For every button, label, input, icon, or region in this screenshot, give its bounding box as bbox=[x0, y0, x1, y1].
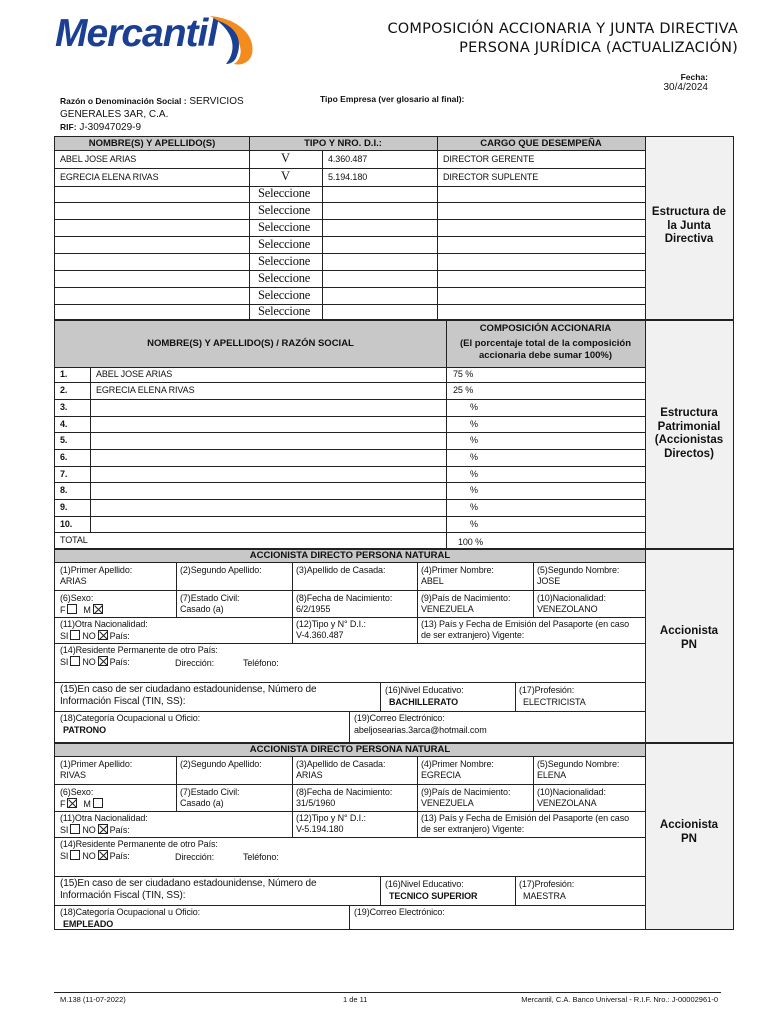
accionista-porcentaje-cell[interactable]: % bbox=[470, 418, 478, 429]
residente-label: (14)Residente Permanente de otro País: bbox=[60, 839, 218, 849]
pn-col-rule bbox=[292, 756, 293, 784]
pn-section-title: ACCIONISTA DIRECTO PERSONA NATURAL bbox=[249, 550, 451, 561]
pais-label: País: bbox=[109, 851, 130, 861]
accionista-row-number: 6. bbox=[60, 452, 68, 462]
categoria-value[interactable]: EMPLEADO bbox=[63, 919, 114, 929]
fecha-nacimiento-label: (8)Fecha de Nacimiento: bbox=[296, 593, 393, 603]
estado-civil-value[interactable]: Casado (a) bbox=[180, 798, 224, 808]
fecha-nacimiento-label: (8)Fecha de Nacimiento: bbox=[296, 787, 393, 797]
otra-nac-no-checkbox[interactable] bbox=[98, 824, 108, 834]
no-label: NO bbox=[82, 631, 96, 641]
no-label: NO bbox=[82, 657, 96, 667]
otra-nacionalidad-label: (11)Otra Nacionalidad: bbox=[60, 619, 148, 629]
accionaria-header-rule bbox=[54, 367, 645, 368]
pn-col-rule bbox=[176, 590, 177, 617]
pn-row-rule bbox=[54, 682, 645, 683]
junta-nombre-cell[interactable]: ABEL JOSE ARIAS bbox=[60, 153, 137, 164]
pasaporte-label-2: de ser extranjero) Vigente: bbox=[421, 630, 525, 640]
residente-si-checkbox[interactable] bbox=[70, 656, 80, 666]
junta-directiva-table bbox=[54, 136, 734, 320]
pn-col-rule bbox=[176, 784, 177, 811]
fecha-nacimiento-value[interactable]: 31/5/1960 bbox=[296, 798, 336, 808]
junta-side-label: Estructura de la Junta Directiva bbox=[651, 206, 727, 245]
pais-nacimiento-value[interactable]: VENEZUELA bbox=[421, 798, 474, 808]
razon-social-value-2[interactable]: GENERALES 3AR, C.A. bbox=[60, 108, 169, 120]
accionista-row-number: 7. bbox=[60, 468, 68, 479]
estado-civil-label: (7)Estado Civil: bbox=[180, 593, 240, 603]
junta-header-rule bbox=[54, 150, 645, 151]
sexo-f-checkbox[interactable] bbox=[67, 604, 77, 614]
junta-row-rule bbox=[54, 236, 645, 237]
footer-page-number: 1 de 11 bbox=[343, 995, 368, 1004]
correo-label: (19)Correo Electrónico: bbox=[354, 713, 445, 723]
junta-tipo-select[interactable]: Seleccione bbox=[258, 219, 311, 234]
profesion-label: (17)Profesión: bbox=[519, 685, 575, 695]
accionista-porcentaje-cell[interactable]: % bbox=[470, 402, 478, 412]
primer-apellido-label: (1)Primer Apellido: bbox=[60, 565, 133, 575]
total-porcentaje-value[interactable]: 100 % bbox=[458, 537, 484, 547]
si-label: SI bbox=[60, 631, 69, 641]
pn-col-rule bbox=[292, 811, 293, 837]
residente-si-checkbox[interactable] bbox=[70, 850, 80, 860]
junta-numero-cell[interactable]: 4.360.487 bbox=[328, 153, 368, 164]
sexo-options bbox=[60, 798, 105, 810]
accionista-nombre-cell[interactable]: EGRECIA ELENA RIVAS bbox=[96, 385, 195, 395]
title-line-2: PERSONA JURÍDICA (ACTUALIZACIÓN) bbox=[459, 40, 738, 56]
pn-row-rule bbox=[54, 590, 645, 591]
junta-numero-cell[interactable]: 5.194.180 bbox=[328, 171, 368, 182]
razon-social-label: Razón o Denominación Social : bbox=[60, 96, 187, 106]
otra-nac-no-checkbox[interactable] bbox=[98, 630, 108, 640]
accionista-nombre-cell[interactable]: ABEL JOSE ARIAS bbox=[96, 369, 173, 379]
residente-no-checkbox[interactable] bbox=[98, 656, 108, 666]
total-label: TOTAL bbox=[60, 535, 88, 545]
tipo-empresa-label: Tipo Empresa (ver glosario al final): bbox=[320, 94, 465, 104]
direccion-label: Dirección: bbox=[175, 852, 215, 862]
categoria-label: (18)Categoría Ocupacional u Oficio: bbox=[60, 713, 201, 723]
junta-row-rule bbox=[54, 304, 645, 305]
sexo-m-label: M bbox=[83, 605, 91, 615]
segundo-nombre-value[interactable]: ELENA bbox=[537, 770, 567, 780]
segundo-nombre-value[interactable]: JOSE bbox=[537, 576, 561, 586]
accionaria-row-rule bbox=[54, 432, 645, 433]
estado-civil-value[interactable]: Casado (a) bbox=[180, 604, 224, 614]
pn-col-rule bbox=[292, 562, 293, 590]
primer-nombre-value[interactable]: ABEL bbox=[421, 576, 444, 586]
pn-col-rule bbox=[380, 682, 381, 711]
accionista-row-number: 1. bbox=[60, 369, 68, 379]
sexo-f-checkbox[interactable] bbox=[67, 798, 77, 808]
apellido-casada-label: (3)Apellido de Casada: bbox=[296, 565, 386, 575]
pn-col-rule bbox=[176, 756, 177, 784]
profesion-value[interactable]: MAESTRA bbox=[523, 891, 566, 901]
junta-row-rule bbox=[54, 168, 645, 169]
segundo-nombre-label: (5)Segundo Nombre: bbox=[537, 759, 620, 769]
pn-col-rule bbox=[533, 562, 534, 590]
junta-row-rule bbox=[54, 270, 645, 271]
primer-nombre-value[interactable]: EGRECIA bbox=[421, 770, 461, 780]
nacionalidad-label: (10)Nacionalidad: bbox=[537, 593, 606, 603]
pn-row-rule bbox=[54, 562, 645, 563]
accionista-porcentaje-cell[interactable]: 75 % bbox=[453, 369, 474, 379]
junta-cargo-cell[interactable]: DIRECTOR SUPLENTE bbox=[443, 171, 539, 182]
tipo-di-value[interactable]: V-4.360.487 bbox=[296, 630, 344, 640]
junta-tipo-select[interactable]: Seleccione bbox=[258, 287, 311, 302]
sexo-label: (6)Sexo: bbox=[60, 787, 94, 797]
otra-nac-si-checkbox[interactable] bbox=[70, 630, 80, 640]
pn-col-rule bbox=[417, 562, 418, 590]
si-label: SI bbox=[60, 851, 69, 861]
nivel-educativo-value[interactable]: TECNICO SUPERIOR bbox=[389, 891, 478, 901]
profesion-label: (17)Profesión: bbox=[519, 879, 575, 889]
accionaria-row-rule bbox=[54, 399, 645, 400]
accionaria-side-label: Estructura Patrimonial (Accionistas Directos) bbox=[654, 407, 724, 460]
junta-tipo-select[interactable]: Seleccione bbox=[258, 236, 311, 251]
junta-row-rule bbox=[54, 253, 645, 254]
junta-tipo-select[interactable]: Seleccione bbox=[258, 253, 311, 268]
sexo-options bbox=[60, 604, 105, 616]
pais-label: País: bbox=[109, 825, 130, 835]
junta-row-rule bbox=[54, 287, 645, 288]
nacionalidad-label: (10)Nacionalidad: bbox=[537, 787, 606, 797]
rif-label: RIF: bbox=[60, 122, 77, 132]
pn-col-rule bbox=[515, 876, 516, 905]
sexo-m-checkbox[interactable] bbox=[93, 798, 103, 808]
document-title bbox=[387, 20, 738, 58]
tipo-di-label: (12)Tipo y N° D.I.: bbox=[296, 619, 366, 629]
residente-no-checkbox[interactable] bbox=[98, 850, 108, 860]
pn-col-rule bbox=[380, 876, 381, 905]
segundo-nombre-label: (5)Segundo Nombre: bbox=[537, 565, 620, 575]
pais-label: País: bbox=[109, 631, 130, 641]
otra-nac-si-checkbox[interactable] bbox=[70, 824, 80, 834]
pn-col-rule bbox=[349, 711, 350, 743]
accionaria-row-rule bbox=[54, 382, 645, 383]
direccion-label: Dirección: bbox=[175, 658, 215, 668]
footer-form-code: M.138 (11-07-2022) bbox=[60, 995, 126, 1004]
junta-row-rule bbox=[54, 202, 645, 203]
pn-row-rule bbox=[54, 811, 645, 812]
telefono-label: Teléfono: bbox=[243, 658, 279, 668]
fecha-value[interactable]: 30/4/2024 bbox=[663, 82, 708, 93]
pn-side-label: Accionista PN bbox=[659, 625, 719, 651]
primer-apellido-label: (1)Primer Apellido: bbox=[60, 759, 133, 769]
accionista-row-number: 10. bbox=[60, 518, 73, 529]
junta-tipo-select[interactable]: V bbox=[281, 151, 290, 165]
accionista-porcentaje-cell[interactable]: % bbox=[470, 485, 478, 495]
junta-col-rule bbox=[249, 137, 250, 319]
razon-social-block bbox=[60, 95, 270, 135]
razon-social-value-1[interactable]: SERVICIOS bbox=[189, 96, 244, 107]
pasaporte-label-1: (13) País y Fecha de Emisión del Pasaporte (en caso bbox=[421, 619, 630, 629]
pn-col-rule bbox=[417, 590, 418, 617]
nacionalidad-value[interactable]: VENEZOLANA bbox=[537, 798, 597, 808]
correo-value[interactable]: abeljosearias.3arca@hotmail.com bbox=[354, 725, 487, 735]
junta-row-rule bbox=[54, 186, 645, 187]
primer-nombre-label: (4)Primer Nombre: bbox=[421, 759, 494, 769]
categoria-value[interactable]: PATRONO bbox=[63, 725, 106, 735]
tipo-di-label: (12)Tipo y N° D.I.: bbox=[296, 813, 366, 823]
segundo-apellido-label: (2)Segundo Apellido: bbox=[180, 565, 262, 575]
estado-civil-label: (7)Estado Civil: bbox=[180, 787, 240, 797]
correo-label: (19)Correo Electrónico: bbox=[354, 907, 445, 917]
otra-nacionalidad-options bbox=[60, 824, 130, 836]
footer-bank-info: Mercantil, C.A. Banco Universal - R.I.F. Nro.: J-00002961-0 bbox=[521, 995, 718, 1004]
col-nombre-razon-header: NOMBRE(S) Y APELLIDO(S) / RAZÓN SOCIAL bbox=[147, 338, 354, 349]
pais-nacimiento-value[interactable]: VENEZUELA bbox=[421, 604, 474, 614]
accionista-row-number: 9. bbox=[60, 502, 68, 512]
sexo-m-checkbox[interactable] bbox=[93, 604, 103, 614]
accionaria-row-rule bbox=[54, 499, 645, 500]
accionaria-row-rule bbox=[54, 449, 645, 450]
si-label: SI bbox=[60, 657, 69, 667]
nivel-educativo-label: (16)Nivel Educativo: bbox=[385, 685, 464, 695]
junta-tipo-select[interactable]: Seleccione bbox=[258, 202, 311, 217]
junta-tipo-select[interactable]: Seleccione bbox=[258, 270, 311, 285]
sexo-label: (6)Sexo: bbox=[60, 593, 94, 603]
pasaporte-label-1: (13) País y Fecha de Emisión del Pasaporte (en caso bbox=[421, 813, 630, 823]
pn-side-label: Accionista PN bbox=[659, 819, 719, 845]
accionaria-row-rule bbox=[54, 532, 645, 533]
pn-col-rule bbox=[349, 905, 350, 930]
mercantil-logo-text: Mercantil bbox=[55, 12, 218, 55]
junta-tipo-select[interactable]: V bbox=[281, 169, 290, 183]
junta-col-rule bbox=[437, 137, 438, 319]
pn-col-rule bbox=[417, 784, 418, 811]
accionaria-row-rule bbox=[54, 416, 645, 417]
nivel-educativo-label: (16)Nivel Educativo: bbox=[385, 879, 464, 889]
junta-nombre-cell[interactable]: EGRECIA ELENA RIVAS bbox=[60, 171, 159, 182]
accionaria-row-rule bbox=[54, 482, 645, 483]
otra-nacionalidad-label: (11)Otra Nacionalidad: bbox=[60, 813, 148, 823]
accionista-row-number: 4. bbox=[60, 418, 68, 429]
accionista-porcentaje-cell[interactable]: % bbox=[470, 518, 478, 529]
no-label: NO bbox=[82, 851, 96, 861]
accionista-porcentaje-cell[interactable]: % bbox=[470, 452, 478, 462]
tin-label-2: Información Fiscal (TIN, SS): bbox=[60, 696, 186, 707]
sexo-m-label: M bbox=[83, 799, 91, 809]
pn-row-rule bbox=[54, 617, 645, 618]
title-line-1: COMPOSICIÓN ACCIONARIA Y JUNTA DIRECTIVA bbox=[387, 21, 738, 37]
tin-label-1: (15)En caso de ser ciudadano estadounidense, Número de bbox=[60, 878, 317, 889]
pn-col-rule bbox=[533, 784, 534, 811]
pn-section-title: ACCIONISTA DIRECTO PERSONA NATURAL bbox=[249, 744, 451, 755]
col-tipo-header: TIPO Y NRO. D.I.: bbox=[304, 138, 382, 149]
apellido-casada-value[interactable]: ARIAS bbox=[296, 770, 323, 780]
no-label: NO bbox=[82, 825, 96, 835]
accionista-row-number: 3. bbox=[60, 402, 68, 412]
fecha-nacimiento-value[interactable]: 6/2/1955 bbox=[296, 604, 331, 614]
accionaria-row-rule bbox=[54, 466, 645, 467]
pais-label: País: bbox=[109, 657, 130, 667]
tin-label-1: (15)En caso de ser ciudadano estadounidense, Número de bbox=[60, 684, 317, 695]
col-composicion-header: COMPOSICIÓN ACCIONARIA (El porcentaje total de la composición accionaria debe sumar 100%) bbox=[459, 323, 632, 361]
telefono-label: Teléfono: bbox=[243, 852, 279, 862]
pn-col-rule bbox=[515, 682, 516, 711]
pais-nacimiento-label: (9)País de Nacimiento: bbox=[421, 593, 511, 603]
pn-row-rule bbox=[54, 837, 645, 838]
pn-row-rule bbox=[54, 876, 645, 877]
primer-apellido-value[interactable]: ARIAS bbox=[60, 576, 87, 586]
pn-col-rule bbox=[417, 756, 418, 784]
tin-label-2: Información Fiscal (TIN, SS): bbox=[60, 890, 186, 901]
fecha-label: Fecha: bbox=[680, 72, 708, 82]
junta-tipo-select[interactable]: Seleccione bbox=[258, 304, 311, 318]
pn-col-rule bbox=[176, 562, 177, 590]
pn-col-rule bbox=[292, 590, 293, 617]
accionaria-row-rule bbox=[54, 516, 645, 517]
si-label: SI bbox=[60, 825, 69, 835]
sexo-f-label: F bbox=[60, 799, 66, 809]
pn-col-rule bbox=[292, 784, 293, 811]
pn-col-rule bbox=[533, 756, 534, 784]
residente-options bbox=[60, 850, 130, 862]
categoria-label: (18)Categoría Ocupacional u Oficio: bbox=[60, 907, 201, 917]
junta-row-rule bbox=[54, 219, 645, 220]
footer-rule bbox=[54, 992, 721, 993]
otra-nacionalidad-options bbox=[60, 630, 130, 642]
accionista-row-number: 5. bbox=[60, 435, 68, 445]
rif-value[interactable]: J-30947029-9 bbox=[79, 122, 142, 133]
mercantil-swoosh-logo-icon bbox=[206, 12, 258, 66]
apellido-casada-label: (3)Apellido de Casada: bbox=[296, 759, 386, 769]
accionista-porcentaje-cell[interactable]: % bbox=[470, 435, 478, 445]
junta-tipo-select[interactable]: Seleccione bbox=[258, 186, 311, 200]
profesion-value[interactable]: ELECTRICISTA bbox=[523, 697, 586, 707]
accionista-porcentaje-cell[interactable]: % bbox=[470, 468, 478, 479]
segundo-apellido-label: (2)Segundo Apellido: bbox=[180, 759, 262, 769]
primer-apellido-value[interactable]: RIVAS bbox=[60, 770, 86, 780]
primer-nombre-label: (4)Primer Nombre: bbox=[421, 565, 494, 575]
sexo-f-label: F bbox=[60, 605, 66, 615]
tipo-di-value[interactable]: V-5.194.180 bbox=[296, 824, 344, 834]
pasaporte-label-2: de ser extranjero) Vigente: bbox=[421, 824, 525, 834]
nacionalidad-value[interactable]: VENEZOLANO bbox=[537, 604, 598, 614]
col-cargo-header: CARGO QUE DESEMPEÑA bbox=[480, 138, 602, 149]
residente-label: (14)Residente Permanente de otro País: bbox=[60, 645, 218, 655]
pn-col-rule bbox=[292, 617, 293, 643]
pn-row-rule bbox=[54, 784, 645, 785]
pn-row-rule bbox=[54, 756, 645, 757]
junta-cargo-cell[interactable]: DIRECTOR GERENTE bbox=[443, 153, 535, 164]
pn-row-rule bbox=[54, 643, 645, 644]
residente-options bbox=[60, 656, 130, 668]
pn-col-rule bbox=[417, 811, 418, 837]
junta-col-rule bbox=[322, 150, 323, 319]
pn-col-rule bbox=[417, 617, 418, 643]
accionista-porcentaje-cell[interactable]: 25 % bbox=[453, 385, 474, 395]
col-nombre-header: NOMBRE(S) Y APELLIDO(S) bbox=[88, 138, 216, 149]
pais-nacimiento-label: (9)País de Nacimiento: bbox=[421, 787, 511, 797]
pn-col-rule bbox=[533, 590, 534, 617]
accionista-porcentaje-cell[interactable]: % bbox=[470, 502, 478, 512]
accionaria-col-rule bbox=[446, 321, 447, 548]
accionista-row-number: 2. bbox=[60, 385, 68, 395]
accionista-row-number: 8. bbox=[60, 485, 68, 495]
nivel-educativo-value[interactable]: BACHILLERATO bbox=[389, 697, 458, 707]
